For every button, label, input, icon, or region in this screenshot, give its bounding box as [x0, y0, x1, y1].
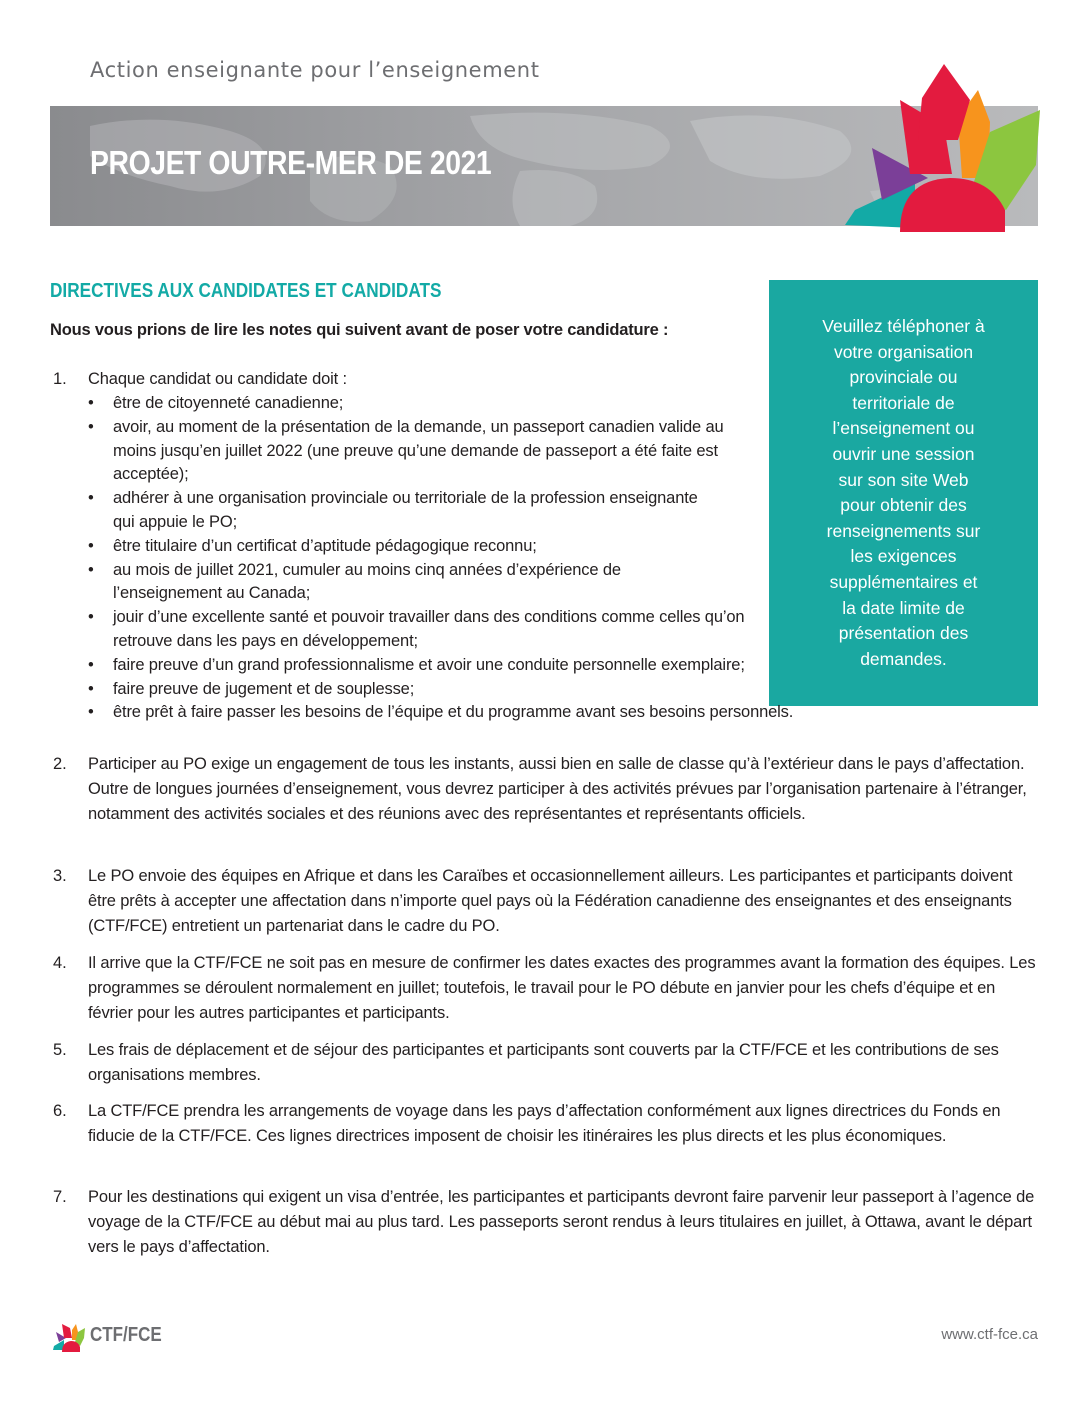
- callout-line: la date limite de: [842, 597, 965, 618]
- bullet-item: [88, 416, 753, 487]
- callout-line: ouvrir une session: [832, 443, 975, 464]
- bullet-icon: •: [88, 536, 94, 555]
- list-item-text: Participer au PO exige un engagement de tous les instants, aussi bien en salle de classe qu’à l’extérieur dans le pays d’affectation. Outre de longues journées d’enseignement, vous devrez participer à des activités prévues par l’organisation partenaire à l’étranger, notamment des activités sociales et des réunions avec des représentantes et représentants officiels.: [88, 755, 1027, 824]
- callout-line: les exigences: [850, 546, 957, 567]
- list-number: 3.: [53, 867, 67, 885]
- ctf-fce-logo: [50, 1318, 190, 1352]
- bullet-icon: •: [88, 608, 94, 627]
- callout-line: l’enseignement ou: [832, 418, 975, 439]
- bullet-text: être de citoyenneté canadienne;: [113, 394, 344, 412]
- bullet-icon: •: [88, 655, 94, 674]
- bullet-text: faire preuve d’un grand professionnalisme et avoir une conduite personnelle exemplaire;: [113, 655, 745, 674]
- list-item-text: Chaque candidat ou candidate doit :: [88, 370, 347, 388]
- bullet-text: jouir d’une excellente santé et pouvoir travailler dans des conditions comme celles qu’on retrouve dans les pays en développement;: [113, 608, 745, 650]
- logo-text: CTF/FCE: [90, 1324, 162, 1346]
- website-url: www.ctf-fce.ca: [941, 1326, 1038, 1343]
- requirements-bullet-list: [88, 392, 888, 725]
- bullet-icon: •: [88, 560, 94, 579]
- list-number: 6.: [53, 1102, 67, 1120]
- callout-line: territoriale de: [852, 392, 955, 413]
- bullet-text: faire preuve de jugement et de souplesse;: [113, 679, 415, 698]
- callout-line: demandes.: [860, 648, 947, 669]
- list-number: 1.: [53, 370, 67, 388]
- intro-text: Nous vous prions de lire les notes qui suivent avant de poser votre candidature :: [50, 321, 669, 339]
- bullet-item: [88, 654, 763, 678]
- bullet-icon: •: [88, 679, 94, 698]
- bullet-item: [88, 392, 888, 416]
- bullet-icon: •: [88, 489, 94, 508]
- callout-line: provinciale ou: [849, 367, 958, 388]
- callout-line: pour obtenir des: [840, 495, 967, 516]
- bullet-text: adhérer à une organisation provinciale ou territoriale de la profession enseignante qui appuie le PO;: [113, 489, 698, 531]
- maple-leaf-small-icon: [50, 1318, 86, 1352]
- bullet-text: au mois de juillet 2021, cumuler au moins cinq années d’expérience de l’enseignement au Canada;: [113, 560, 621, 603]
- callout-line: présentation des: [838, 623, 969, 644]
- bullet-text: être titulaire d’un certificat d’aptitude pédagogique reconnu;: [113, 536, 537, 555]
- bullet-item: [88, 606, 763, 654]
- maple-leaf-logo-icon: [820, 60, 1048, 232]
- list-number: 2.: [53, 755, 67, 773]
- list-item-text: Les frais de déplacement et de séjour des participantes et participants sont couverts par la CTF/FCE et les contributions de ses organisations membres.: [88, 1041, 999, 1085]
- list-item-text: La CTF/FCE prendra les arrangements de voyage dans les pays d’affectation conformément aux lignes directrices du Fonds en fiducie de la CTF/FCE. Ces lignes directrices imposent de choisir les itinéraires les plus directs et les plus économiques.: [88, 1102, 1001, 1146]
- bullet-item: [88, 678, 888, 702]
- list-number: 7.: [53, 1188, 67, 1206]
- bullet-icon: •: [88, 703, 94, 722]
- callout-line: Veuillez téléphoner à: [822, 316, 985, 336]
- bullet-icon: •: [88, 394, 94, 412]
- bullet-icon: •: [88, 417, 94, 436]
- callout-line: sur son site Web: [838, 469, 969, 490]
- callout-line: renseignements sur: [826, 520, 981, 541]
- page-title: PROJET OUTRE-MER DE 2021: [90, 144, 492, 181]
- document-subtitle: Action enseignante pour l’enseignement: [90, 58, 540, 82]
- bullet-text: être prêt à faire passer les besoins de l’équipe et du programme avant ses besoins personnels.: [113, 703, 794, 722]
- bullet-item: [88, 701, 933, 725]
- callout-line: supplémentaires et: [829, 571, 978, 592]
- list-number: 4.: [53, 954, 67, 972]
- list-item-text: Il arrive que la CTF/FCE ne soit pas en mesure de confirmer les dates exactes des programmes avant la formation des équipes. Les programmes se déroulent normalement en juillet; toutefois, le travail pour le PO débute en janvier pour les chefs d’équipe et en février pour les autres participantes et participants.: [88, 954, 1036, 1023]
- list-item-text: Le PO envoie des équipes en Afrique et dans les Caraïbes et occasionnellement ailleurs. Les participantes et participants doivent être prêts à accepter une affectation dans n’importe quel pays où la Fédération canadienne des enseignantes et des enseignants (CTF/FCE) entretient un partenariat dans le cadre du PO.: [88, 867, 1013, 936]
- bullet-text: avoir, au moment de la présentation de la demande, un passeport canadien valide au moins jusqu’en juillet 2022 (une preuve qu’une demande de passeport a été faite est acceptée);: [113, 417, 724, 484]
- list-number: 5.: [53, 1041, 67, 1059]
- callout-line: votre organisation: [833, 341, 974, 362]
- list-item-text: Pour les destinations qui exigent un visa d’entrée, les participantes et participants devront faire parvenir leur passeport à l’agence de voyage de la CTF/FCE au début mai au plus tard. Les passeports seront rendus à leurs titulaires en juillet, à Ottawa, avant le départ vers le pays d’affectation.: [88, 1188, 1035, 1257]
- bullet-item: [88, 535, 888, 559]
- bullet-item: [88, 559, 723, 607]
- bullet-item: [88, 487, 713, 535]
- section-heading: DIRECTIVES AUX CANDIDATES ET CANDIDATS: [50, 280, 442, 302]
